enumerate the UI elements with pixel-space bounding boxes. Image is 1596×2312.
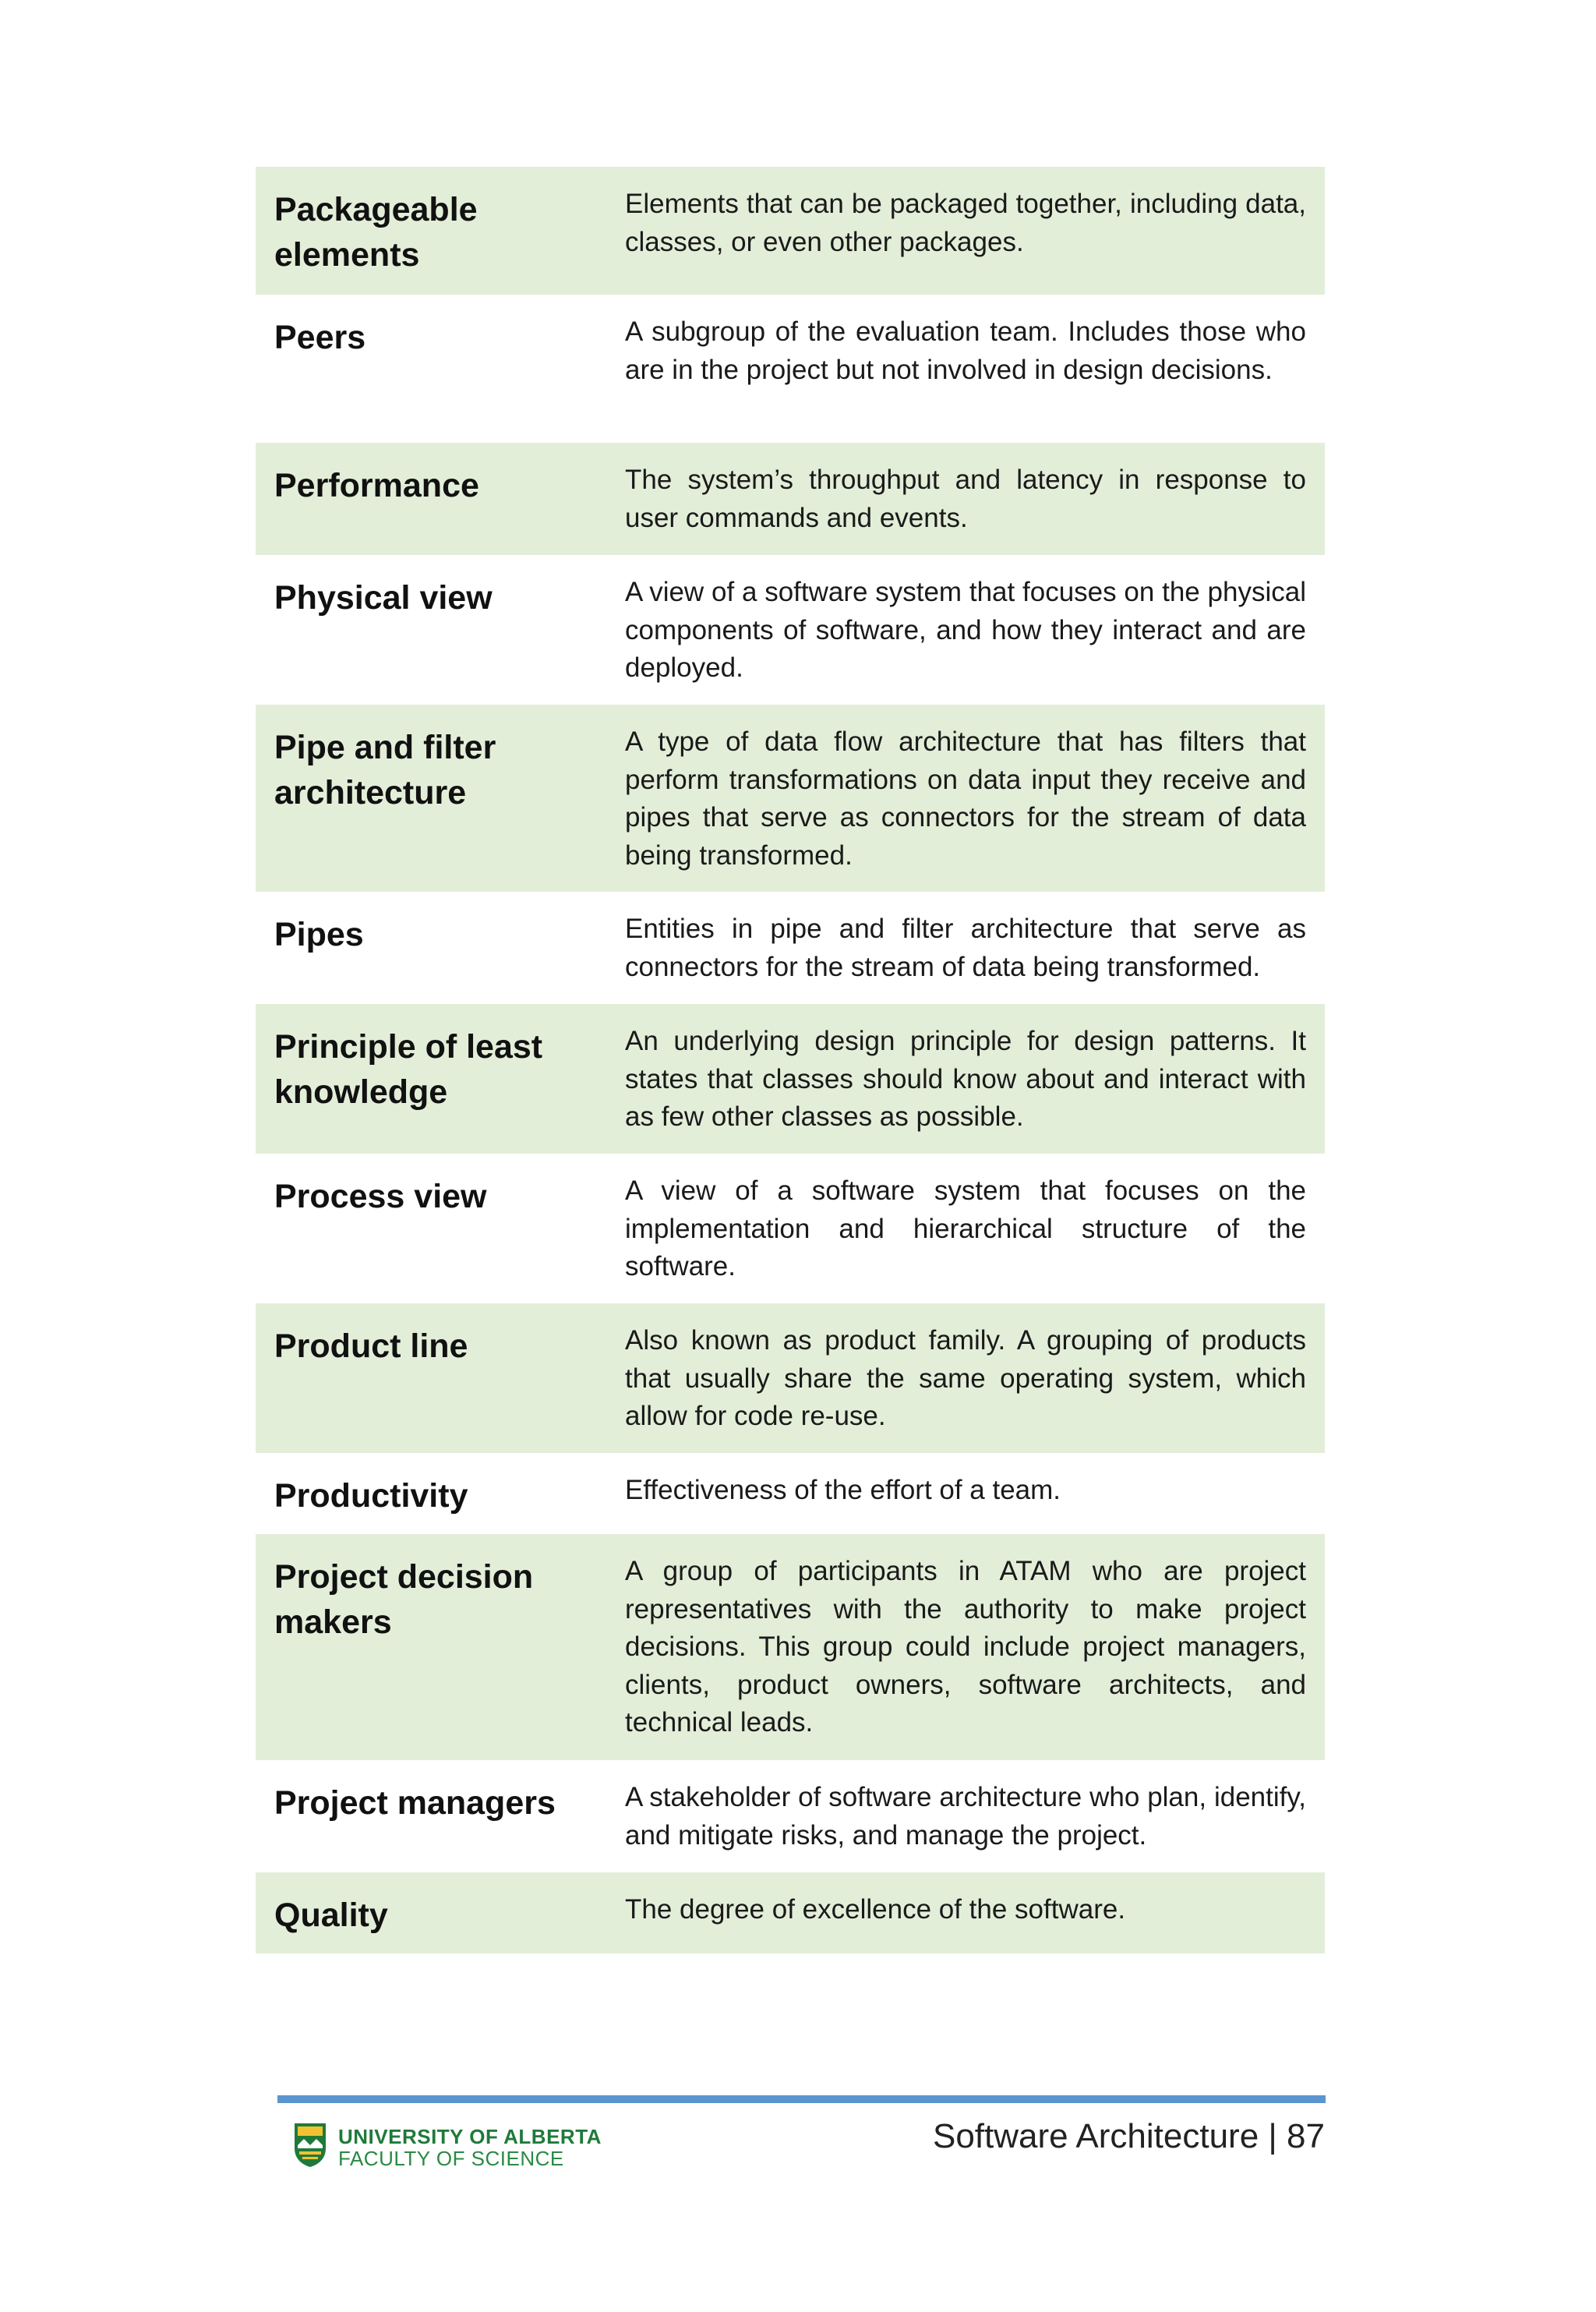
glossary-row	[256, 167, 1325, 295]
glossary-term: Product line	[274, 1327, 468, 1365]
glossary-table	[256, 167, 1325, 1953]
glossary-definition: Also known as product family. A grouping of products that usually share the same operating system, which allow for code re-use.	[625, 1325, 1306, 1431]
glossary-term: Quality	[274, 1897, 388, 1934]
glossary-definition: A group of participants in ATAM who are project representatives with the authority to make project decisions. This group could include project managers, clients, product owners, software architects, and technical leads.	[625, 1556, 1306, 1738]
logo-text	[338, 2126, 602, 2169]
glossary-definition: A view of a software system that focuses on the physical components of software, and how they interact and are deployed.	[625, 577, 1306, 683]
glossary-row	[256, 1534, 1325, 1760]
logo-line-university: UNIVERSITY OF ALBERTA	[338, 2124, 602, 2148]
glossary-definition: A stakeholder of software architecture who plan, identify, and mitigate risks, and manage the project.	[625, 1782, 1306, 1851]
glossary-row	[256, 555, 1325, 705]
glossary-definition: A subgroup of the evaluation team. Includes those who are in the project but not involved in design decisions.	[625, 316, 1306, 385]
glossary-definition: Effectiveness of the effort of a team.	[625, 1475, 1061, 1505]
glossary-row	[256, 1154, 1325, 1303]
glossary-term: Pipe and filter architecture	[274, 729, 496, 811]
university-crest-icon	[293, 2122, 327, 2172]
glossary-definition: A type of data flow architecture that has filters that perform transformations on data input they receive and pipes that serve as connectors for the stream of data being transformed.	[625, 726, 1306, 871]
glossary-definition: An underlying design principle for design patterns. It states that classes should know about and interact with as few other classes as possible.	[625, 1026, 1306, 1132]
glossary-row	[256, 1303, 1325, 1453]
glossary-term: Principle of least knowledge	[274, 1028, 543, 1111]
glossary-row	[256, 1453, 1325, 1534]
glossary-term: Performance	[274, 467, 479, 504]
footer-rule	[277, 2095, 1326, 2103]
glossary-definition: Elements that can be packaged together, including data, classes, or even other packages.	[625, 189, 1306, 257]
glossary-row	[256, 1872, 1325, 1953]
glossary-definition: A view of a software system that focuses on the implementation and hierarchical structure of the software.	[625, 1175, 1306, 1281]
glossary-term: Packageable elements	[274, 191, 478, 274]
glossary-row	[256, 443, 1325, 555]
glossary-term: Pipes	[274, 916, 364, 953]
glossary-row	[256, 295, 1325, 443]
glossary-row	[256, 1760, 1325, 1872]
glossary-term: Project managers	[274, 1784, 556, 1822]
glossary-term: Productivity	[274, 1477, 468, 1515]
logo-line-faculty: FACULTY OF SCIENCE	[338, 2146, 564, 2170]
university-logo	[293, 2122, 602, 2172]
page-label: Software Architecture | 87	[932, 2117, 1325, 2155]
glossary-term: Process view	[274, 1178, 487, 1215]
glossary-row	[256, 892, 1325, 1004]
glossary-term: Peers	[274, 319, 366, 356]
glossary-term: Physical view	[274, 579, 493, 617]
glossary-definition: The system’s throughput and latency in response to user commands and events.	[625, 465, 1306, 533]
glossary-row	[256, 705, 1325, 892]
glossary-row	[256, 1004, 1325, 1154]
glossary-definition: Entities in pipe and filter architecture that serve as connectors for the stream of data being transformed.	[625, 914, 1306, 982]
glossary-definition: The degree of excellence of the software.	[625, 1894, 1126, 1925]
glossary-term: Project decision makers	[274, 1558, 534, 1641]
